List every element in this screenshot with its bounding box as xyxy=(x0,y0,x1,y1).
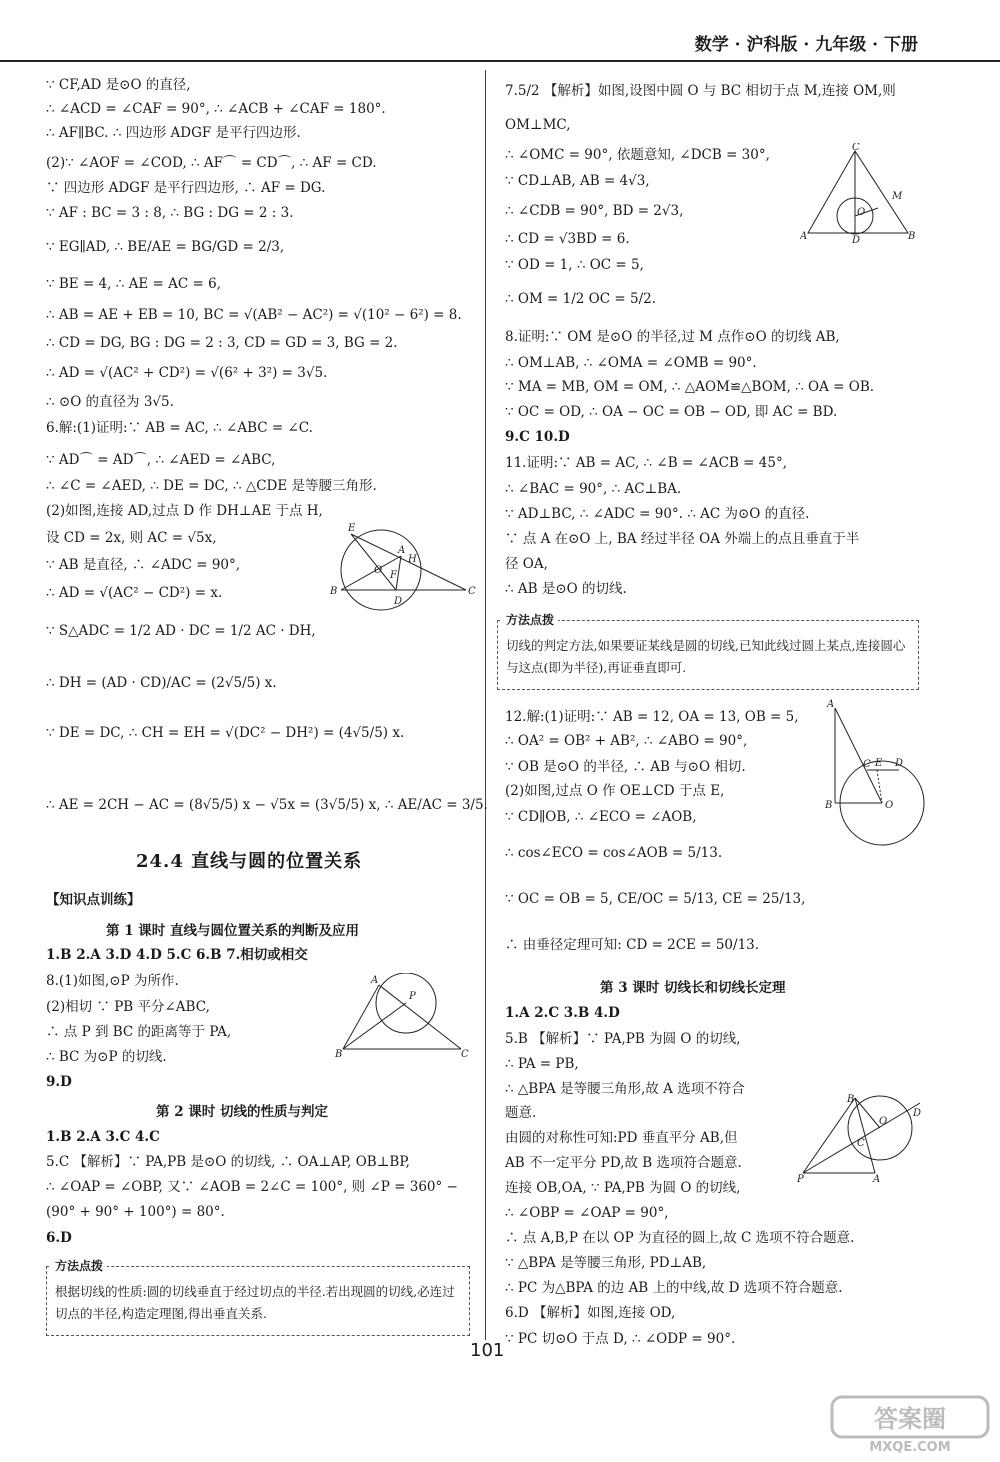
tip-body: 切线的判定方法,如果要证某线是圆的切线,已知此线过圆上某点,连接圆心与这点(即为半径),再证垂直即可. xyxy=(506,638,906,675)
text-line: ∵ OC = OD, ∴ OA − OC = OB − OD, 即 AC = BD. xyxy=(505,404,838,420)
fig-label: O xyxy=(857,207,866,218)
fig-label: O xyxy=(374,565,383,576)
figure-circle-isosceles xyxy=(316,518,476,618)
lesson-2-title: 第 2 课时 切线的性质与判定 xyxy=(156,1104,328,1120)
text-line: 5.B 【解析】∵ PA,PB 为圆 O 的切线, xyxy=(505,1031,741,1047)
text-line: 5.C 【解析】∵ PA,PB 是⊙O 的切线, ∴ OA⊥AP, OB⊥BP, xyxy=(46,1154,410,1170)
tip-heading: 方法点拨 xyxy=(51,1257,107,1274)
text-line: (90° + 90° + 100°) = 80°. xyxy=(46,1204,225,1220)
page-header xyxy=(0,0,1000,62)
tip-heading: 方法点拨 xyxy=(502,611,558,628)
text-line: 12.解:(1)证明:∵ AB = 12, OA = 13, OB = 5, xyxy=(505,709,799,725)
fig-label: B xyxy=(825,800,833,811)
text-line: ∴ cos∠ECO = cos∠AOB = 5/13. xyxy=(505,845,723,861)
knowledge-label: 【知识点训练】 xyxy=(46,892,141,908)
text-line: 1.B 2.A 3.C 4.C xyxy=(46,1129,160,1145)
text-line: ∵ △BPA 是等腰三角形, PD⊥AB, xyxy=(505,1255,707,1271)
text-line: 11.证明:∵ AB = AC, ∴ ∠B = ∠ACB = 45°, xyxy=(505,455,787,471)
fig-label: M xyxy=(892,191,903,202)
section-title: 24.4 直线与圆的位置关系 xyxy=(136,851,363,872)
text-line: 连接 OB,OA, ∵ PA,PB 为圆 O 的切线, xyxy=(505,1180,741,1196)
fig-label: P xyxy=(409,991,416,1002)
header-rule xyxy=(0,60,1000,62)
text-line: ∵ OC = OB = 5, CE/OC = 5/13, CE = 25/13, xyxy=(505,891,806,907)
text-line: ∴ ∠OAP = ∠OBP, 又∵ ∠AOB = 2∠C = 100°, 则 ∠P = 360° − xyxy=(46,1179,458,1195)
fig-label: A xyxy=(371,975,379,986)
text-line: ∴ AB 是⊙O 的切线. xyxy=(505,581,627,597)
fig-label: C xyxy=(863,759,871,770)
text-line: ∵ 四边形 ADGF 是平行四边形, ∴ AF = DG. xyxy=(46,180,326,196)
text-line: ∴ OM = 1/2 OC = 5/2. xyxy=(505,291,656,307)
watermark-logo xyxy=(830,1395,990,1455)
text-line: 由圆的对称性可知:PD 垂直平分 AB,但 xyxy=(505,1130,738,1146)
text-line: (2)如图,连接 AD,过点 D 作 DH⊥AE 于点 H, xyxy=(46,503,323,519)
figure-tangent-lengths xyxy=(795,1088,935,1183)
text-line: ∴ 点 P 到 BC 的距离等于 PA, xyxy=(46,1024,232,1040)
text-line: 6.解:(1)证明:∵ AB = AC, ∴ ∠ABC = ∠C. xyxy=(46,420,313,436)
fig-label: B xyxy=(847,1094,855,1105)
fig-label: C xyxy=(461,1049,469,1058)
text-line: ∴ ∠BAC = 90°, ∴ AC⊥BA. xyxy=(505,481,682,497)
text-line: ∴ PA = PB, xyxy=(505,1056,579,1072)
fig-label: C xyxy=(852,143,860,153)
text-line: ∴ ⊙O 的直径为 3√5. xyxy=(46,394,174,410)
fig-label: B xyxy=(335,1049,343,1058)
text-line: ∵ PC 切⊙O 于点 D, ∴ ∠ODP = 90°. xyxy=(505,1331,736,1347)
method-tip-box xyxy=(497,613,919,690)
text-line: ∵ CD∥OB, ∴ ∠ECO = ∠AOB, xyxy=(505,809,697,825)
text-line: ∴ CD = DG, BG : DG = 2 : 3, CD = GD = 3, BG = 2. xyxy=(46,335,398,351)
text-line: ∵ S△ADC = 1/2 AD · DC = 1/2 AC · DH, xyxy=(46,623,316,639)
text-line: ∵ AB 是直径, ∴ ∠ADC = 90°, xyxy=(46,557,241,573)
fig-label: A xyxy=(873,1174,881,1183)
text-line: 1.B 2.A 3.D 4.D 5.C 6.B 7.相切或相交 xyxy=(46,947,308,963)
fig-label: A xyxy=(800,231,808,242)
text-line: OM⊥MC, xyxy=(505,117,571,133)
tip-body: 根据切线的性质:圆的切线垂直于经过切点的半径.若出现圆的切线,必连过切点的半径,构造定理图,得出垂直关系. xyxy=(55,1284,455,1321)
page-number: 101 xyxy=(470,1340,505,1361)
text-line: 设 CD = 2x, 则 AC = √5x, xyxy=(46,530,217,546)
text-line: 6.D xyxy=(46,1230,72,1246)
fig-label: P xyxy=(797,1174,804,1183)
fig-label: C xyxy=(857,1138,865,1149)
figure-circle-p xyxy=(331,973,471,1058)
fig-label: B xyxy=(908,231,916,242)
text-line: 8.(1)如图,⊙P 为所作. xyxy=(46,973,179,989)
text-line: 题意. xyxy=(505,1105,537,1121)
fig-label: H xyxy=(408,554,417,565)
text-line: (2)如图,过点 O 作 OE⊥CD 于点 E, xyxy=(505,783,725,799)
header-title: 数学 · 沪科版 · 九年级 · 下册 xyxy=(694,35,918,55)
fig-label: A xyxy=(827,699,835,710)
text-line: 8.证明:∵ OM 是⊙O 的半径,过 M 点作⊙O 的切线 AB, xyxy=(505,329,840,345)
text-line: ∴ 由垂径定理可知: CD = 2CE = 50/13. xyxy=(505,937,760,953)
text-line: ∴ 点 A,B,P 在以 OP 为直径的圆上,故 C 选项不符合题意. xyxy=(505,1230,855,1246)
text-line: ∴ BC 为⊙P 的切线. xyxy=(46,1049,167,1065)
text-line: ∴ △BPA 是等腰三角形,故 A 选项不符合 xyxy=(505,1081,745,1097)
text-line: 9.C 10.D xyxy=(505,429,570,445)
svg-text:MXQE.COM: MXQE.COM xyxy=(869,1440,951,1455)
fig-label: C xyxy=(468,586,476,597)
lesson-1-title: 第 1 课时 直线与圆位置关系的判断及应用 xyxy=(106,923,359,939)
fig-label: B xyxy=(330,586,338,597)
fig-label: D xyxy=(895,758,904,769)
text-line: ∴ AB = AE + EB = 10, BC = √(AB² − AC²) = √(10² − 6²) = 8. xyxy=(46,307,462,323)
fig-label: D xyxy=(913,1108,922,1119)
text-line: ∵ AF : BC = 3 : 8, ∴ BG : DG = 2 : 3. xyxy=(46,205,294,221)
text-line: ∵ BE = 4, ∴ AE = AC = 6, xyxy=(46,276,221,292)
text-line: ∴ AE = 2CH − AC = (8√5/5) x − √5x = (3√5/5) x, ∴ AE/AC = 3/5. xyxy=(46,797,488,813)
fig-label: O xyxy=(885,800,894,811)
column-divider xyxy=(485,70,486,1340)
text-line: ∵ CF,AD 是⊙O 的直径, xyxy=(46,77,191,93)
text-line: 7.5/2 【解析】如图,设图中圆 O 与 BC 相切于点 M,连接 OM,则 xyxy=(505,83,896,99)
text-line: ∴ CD = √3BD = 6. xyxy=(505,231,630,247)
fig-label: A xyxy=(398,545,406,556)
text-line: ∴ AF∥BC. ∴ 四边形 ADGF 是平行四边形. xyxy=(46,125,301,141)
text-line: ∴ ∠OMC = 90°, 依题意知, ∠DCB = 30°, xyxy=(505,147,770,163)
text-line: (2)相切 ∵ PB 平分∠ABC, xyxy=(46,999,210,1015)
text-line: 1.A 2.C 3.B 4.D xyxy=(505,1005,620,1021)
text-line: (2)∵ ∠AOF = ∠COD, ∴ AF⌒ = CD⌒, ∴ AF = CD. xyxy=(46,155,377,171)
text-line: ∵ CD⊥AB, AB = 4√3, xyxy=(505,173,650,189)
figure-tangent-right xyxy=(817,698,927,878)
text-line: ∵ EG∥AD, ∴ BE/AE = BG/GD = 2/3, xyxy=(46,239,285,255)
svg-text:答案圈: 答案圈 xyxy=(874,1405,946,1433)
text-line: ∵ OB 是⊙O 的半径, ∴ AB 与⊙O 相切. xyxy=(505,759,746,775)
fig-label: E xyxy=(348,523,356,534)
fig-label: E xyxy=(875,758,883,769)
fig-label: D xyxy=(394,596,403,607)
text-line: ∵ DE = DC, ∴ CH = EH = √(DC² − DH²) = (4√5/5) x. xyxy=(46,725,405,741)
text-line: ∴ ∠OBP = ∠OAP = 90°, xyxy=(505,1205,669,1221)
text-line: ∴ DH = (AD · CD)/AC = (2√5/5) x. xyxy=(46,675,277,691)
text-line: ∴ ∠C = ∠AED, ∴ DE = DC, ∴ △CDE 是等腰三角形. xyxy=(46,478,377,494)
text-line: ∵ OD = 1, ∴ OC = 5, xyxy=(505,257,644,273)
lesson-3-title: 第 3 课时 切线长和切线长定理 xyxy=(600,980,786,996)
text-line: ∴ ∠ACD = ∠CAF = 90°, ∴ ∠ACB + ∠CAF = 180°. xyxy=(46,101,386,117)
text-line: ∴ OA² = OB² + AB², ∴ ∠ABO = 90°, xyxy=(505,733,748,749)
text-line: ∴ ∠CDB = 90°, BD = 2√3, xyxy=(505,203,684,219)
text-line: ∴ AD = √(AC² − CD²) = x. xyxy=(46,585,223,601)
text-line: ∴ OM⊥AB, ∴ ∠OMA = ∠OMB = 90°. xyxy=(505,355,757,371)
fig-label: D xyxy=(852,235,861,243)
text-line: ∵ MA = MB, OM = OM, ∴ △AOM≌△BOM, ∴ OA = OB. xyxy=(505,379,875,395)
figure-triangle-circle xyxy=(800,143,920,243)
text-line: ∵ AD⊥BC, ∴ ∠ADC = 90°. ∴ AC 为⊙O 的直径. xyxy=(505,506,810,522)
fig-label: F xyxy=(390,570,397,581)
text-line: ∴ PC 为△BPA 的边 AB 上的中线,故 D 选项不符合题意. xyxy=(505,1280,843,1296)
text-line: AB 不一定平分 PD,故 B 选项符合题意. xyxy=(505,1155,742,1171)
fig-label: O xyxy=(879,1116,888,1127)
method-tip-box xyxy=(46,1259,470,1336)
text-line: 9.D xyxy=(46,1074,72,1090)
text-line: ∴ AD = √(AC² + CD²) = √(6² + 3²) = 3√5. xyxy=(46,365,328,381)
text-line: ∵ AD⌒ = AD⌒, ∴ ∠AED = ∠ABC, xyxy=(46,452,276,468)
text-line: 径 OA, xyxy=(505,556,548,572)
text-line: ∵ 点 A 在⊙O 上, BA 经过半径 OA 外端上的点且垂直于半 xyxy=(505,531,860,547)
text-line: 6.D 【解析】如图,连接 OD, xyxy=(505,1305,676,1321)
